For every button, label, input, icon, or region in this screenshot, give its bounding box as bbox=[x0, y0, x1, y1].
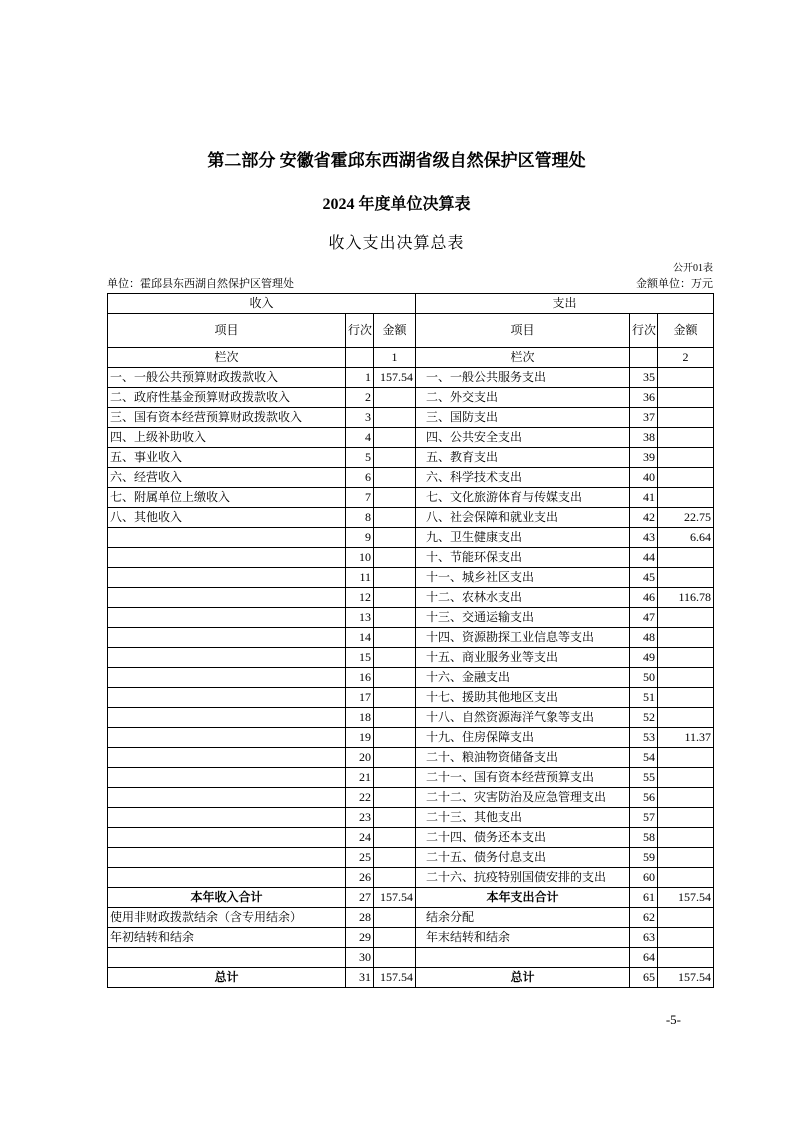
income-item-cell bbox=[108, 728, 346, 748]
expense-amount-cell bbox=[658, 568, 714, 588]
income-amount-cell bbox=[374, 608, 416, 628]
income-rowno-cell: 24 bbox=[346, 828, 374, 848]
income-rowno-cell: 5 bbox=[346, 448, 374, 468]
expense-amount-cell bbox=[658, 468, 714, 488]
expense-item-cell: 十五、商业服务业等支出 bbox=[416, 648, 630, 668]
expense-item-cell: 结余分配 bbox=[416, 908, 630, 928]
unit-row bbox=[107, 277, 713, 291]
income-item-cell bbox=[108, 828, 346, 848]
expense-rowno-cell: 61 bbox=[630, 888, 658, 908]
expense-rowno-cell: 57 bbox=[630, 808, 658, 828]
income-item-cell bbox=[108, 848, 346, 868]
expense-amount-cell: 6.64 bbox=[658, 528, 714, 548]
table-row bbox=[108, 508, 714, 528]
expense-amount-cell bbox=[658, 608, 714, 628]
expense-rowno-cell: 48 bbox=[630, 628, 658, 648]
table-row bbox=[108, 688, 714, 708]
expense-amount-cell bbox=[658, 688, 714, 708]
income-item-cell bbox=[108, 528, 346, 548]
income-item-cell bbox=[108, 588, 346, 608]
table-row bbox=[108, 948, 714, 968]
income-amount-cell bbox=[374, 528, 416, 548]
report-title: 2024 年度单位决算表 bbox=[322, 196, 471, 213]
table-row bbox=[108, 728, 714, 748]
income-rowno-cell: 19 bbox=[346, 728, 374, 748]
income-item-cell: 八、其他收入 bbox=[108, 508, 346, 528]
expense-item-cell: 二十二、灾害防治及应急管理支出 bbox=[416, 788, 630, 808]
expense-item-cell: 二十六、抗疫特别国债安排的支出 bbox=[416, 868, 630, 888]
table-row bbox=[108, 408, 714, 428]
income-amount-cell bbox=[374, 668, 416, 688]
table-title: 收入支出决算总表 bbox=[328, 235, 465, 252]
income-amount-cell bbox=[374, 648, 416, 668]
expense-rowno-cell: 56 bbox=[630, 788, 658, 808]
income-item-cell: 二、政府性基金预算财政拨款收入 bbox=[108, 388, 346, 408]
expense-rowno-cell: 38 bbox=[630, 428, 658, 448]
income-rowno-cell: 8 bbox=[346, 508, 374, 528]
expense-item-cell: 一、一般公共服务支出 bbox=[416, 368, 630, 388]
income-rowno-cell: 13 bbox=[346, 608, 374, 628]
income-amount-cell bbox=[374, 828, 416, 848]
income-rowno-cell: 20 bbox=[346, 748, 374, 768]
expense-amount-cell bbox=[658, 748, 714, 768]
expense-rowno-cell: 50 bbox=[630, 668, 658, 688]
expense-rowno-cell: 44 bbox=[630, 548, 658, 568]
expense-item-cell: 十八、自然资源海洋气象等支出 bbox=[416, 708, 630, 728]
page-number: -5- bbox=[665, 1012, 681, 1027]
income-item-cell bbox=[108, 788, 346, 808]
expense-rowno-cell: 58 bbox=[630, 828, 658, 848]
expense-rowno-cell: 54 bbox=[630, 748, 658, 768]
expense-amount-cell bbox=[658, 488, 714, 508]
expense-rowno-cell: 62 bbox=[630, 908, 658, 928]
expense-item-cell bbox=[416, 948, 630, 968]
expense-amount-cell bbox=[658, 848, 714, 868]
expense-amount-cell: 11.37 bbox=[658, 728, 714, 748]
income-item-cell bbox=[108, 948, 346, 968]
expense-item-cell: 七、文化旅游体育与传媒支出 bbox=[416, 488, 630, 508]
income-amount-cell bbox=[374, 688, 416, 708]
income-rowno-cell: 28 bbox=[346, 908, 374, 928]
expense-item-header: 项目 bbox=[416, 314, 630, 348]
expense-item-cell: 十、节能环保支出 bbox=[416, 548, 630, 568]
income-rowno-header: 行次 bbox=[346, 314, 374, 348]
table-row bbox=[108, 448, 714, 468]
table-row bbox=[108, 828, 714, 848]
income-amount-cell bbox=[374, 788, 416, 808]
expense-amount-cell bbox=[658, 388, 714, 408]
income-item-cell: 总计 bbox=[108, 968, 346, 988]
table-row bbox=[108, 588, 714, 608]
income-amount-cell bbox=[374, 768, 416, 788]
expense-item-cell: 二、外交支出 bbox=[416, 388, 630, 408]
expense-item-cell: 十九、住房保障支出 bbox=[416, 728, 630, 748]
expense-item-cell: 十二、农林水支出 bbox=[416, 588, 630, 608]
section-title: 第二部分 安徽省霍邱东西湖省级自然保护区管理处 bbox=[207, 151, 586, 170]
expense-amount-cell bbox=[658, 788, 714, 808]
income-item-cell: 使用非财政拨款结余（含专用结余） bbox=[108, 908, 346, 928]
income-item-cell bbox=[108, 648, 346, 668]
income-item-cell bbox=[108, 628, 346, 648]
expense-item-cell: 九、卫生健康支出 bbox=[416, 528, 630, 548]
expense-amount-cell: 157.54 bbox=[658, 888, 714, 908]
expense-colindex-value: 2 bbox=[658, 348, 714, 368]
income-rowno-cell: 18 bbox=[346, 708, 374, 728]
column-index-row bbox=[108, 348, 714, 368]
income-item-cell: 年初结转和结余 bbox=[108, 928, 346, 948]
amount-unit-label: 金额单位：万元 bbox=[636, 278, 713, 290]
table-row bbox=[108, 788, 714, 808]
expense-item-cell: 十四、资源勘探工业信息等支出 bbox=[416, 628, 630, 648]
expense-rowno-cell: 37 bbox=[630, 408, 658, 428]
table-row bbox=[108, 708, 714, 728]
income-amount-header: 金额 bbox=[374, 314, 416, 348]
income-amount-cell: 157.54 bbox=[374, 968, 416, 988]
income-rowno-cell: 10 bbox=[346, 548, 374, 568]
unit-label: 单位：霍邱县东西湖自然保护区管理处 bbox=[107, 278, 294, 290]
expense-item-cell: 二十三、其他支出 bbox=[416, 808, 630, 828]
income-item-cell: 五、事业收入 bbox=[108, 448, 346, 468]
expense-rowno-cell: 42 bbox=[630, 508, 658, 528]
expense-rowno-cell: 43 bbox=[630, 528, 658, 548]
income-amount-cell bbox=[374, 628, 416, 648]
income-amount-cell bbox=[374, 568, 416, 588]
expense-amount-cell bbox=[658, 548, 714, 568]
income-item-cell: 三、国有资本经营预算财政拨款收入 bbox=[108, 408, 346, 428]
expense-rowno-cell: 45 bbox=[630, 568, 658, 588]
expense-rowno-cell: 40 bbox=[630, 468, 658, 488]
expense-item-cell: 五、教育支出 bbox=[416, 448, 630, 468]
table-row bbox=[108, 388, 714, 408]
expense-amount-cell bbox=[658, 928, 714, 948]
income-amount-cell bbox=[374, 508, 416, 528]
income-rowno-cell: 12 bbox=[346, 588, 374, 608]
expense-amount-cell bbox=[658, 648, 714, 668]
summary-table bbox=[107, 293, 714, 988]
expense-item-cell: 十七、援助其他地区支出 bbox=[416, 688, 630, 708]
expense-section-header: 支出 bbox=[416, 294, 714, 314]
income-rowno-cell: 23 bbox=[346, 808, 374, 828]
expense-amount-cell bbox=[658, 428, 714, 448]
table-row bbox=[108, 428, 714, 448]
income-amount-cell bbox=[374, 928, 416, 948]
table-row bbox=[108, 868, 714, 888]
expense-rowno-cell: 36 bbox=[630, 388, 658, 408]
expense-amount-cell bbox=[658, 808, 714, 828]
income-amount-cell bbox=[374, 728, 416, 748]
table-row bbox=[108, 548, 714, 568]
income-amount-cell: 157.54 bbox=[374, 368, 416, 388]
expense-item-cell: 八、社会保障和就业支出 bbox=[416, 508, 630, 528]
table-row bbox=[108, 748, 714, 768]
income-item-cell bbox=[108, 748, 346, 768]
expense-rowno-cell: 53 bbox=[630, 728, 658, 748]
expense-amount-cell bbox=[658, 368, 714, 388]
income-amount-cell bbox=[374, 408, 416, 428]
expense-rowno-cell: 52 bbox=[630, 708, 658, 728]
income-item-cell: 本年收入合计 bbox=[108, 888, 346, 908]
expense-colindex-blank bbox=[630, 348, 658, 368]
expense-rowno-cell: 46 bbox=[630, 588, 658, 608]
income-rowno-cell: 30 bbox=[346, 948, 374, 968]
income-item-cell bbox=[108, 868, 346, 888]
expense-rowno-cell: 39 bbox=[630, 448, 658, 468]
income-amount-cell bbox=[374, 748, 416, 768]
expense-amount-cell: 116.78 bbox=[658, 588, 714, 608]
table-row bbox=[108, 668, 714, 688]
expense-rowno-cell: 60 bbox=[630, 868, 658, 888]
income-rowno-cell: 25 bbox=[346, 848, 374, 868]
expense-item-cell: 十三、交通运输支出 bbox=[416, 608, 630, 628]
table-row bbox=[108, 908, 714, 928]
income-amount-cell bbox=[374, 868, 416, 888]
expense-rowno-cell: 49 bbox=[630, 648, 658, 668]
expense-rowno-cell: 51 bbox=[630, 688, 658, 708]
expense-item-cell: 二十四、债务还本支出 bbox=[416, 828, 630, 848]
table-row bbox=[108, 968, 714, 988]
title-block bbox=[0, 0, 793, 253]
income-rowno-cell: 7 bbox=[346, 488, 374, 508]
expense-amount-cell bbox=[658, 828, 714, 848]
table-row bbox=[108, 648, 714, 668]
income-rowno-cell: 27 bbox=[346, 888, 374, 908]
income-item-header: 项目 bbox=[108, 314, 346, 348]
expense-amount-cell bbox=[658, 908, 714, 928]
income-rowno-cell: 16 bbox=[346, 668, 374, 688]
expense-amount-cell bbox=[658, 768, 714, 788]
expense-rowno-cell: 63 bbox=[630, 928, 658, 948]
income-rowno-cell: 1 bbox=[346, 368, 374, 388]
income-rowno-cell: 17 bbox=[346, 688, 374, 708]
table-row bbox=[108, 528, 714, 548]
income-amount-cell bbox=[374, 468, 416, 488]
income-colindex-value: 1 bbox=[374, 348, 416, 368]
expense-item-cell: 十一、城乡社区支出 bbox=[416, 568, 630, 588]
table-row bbox=[108, 808, 714, 828]
income-amount-cell bbox=[374, 388, 416, 408]
expense-rowno-header: 行次 bbox=[630, 314, 658, 348]
income-rowno-cell: 9 bbox=[346, 528, 374, 548]
table-row bbox=[108, 568, 714, 588]
income-item-cell bbox=[108, 688, 346, 708]
income-section-header: 收入 bbox=[108, 294, 416, 314]
expense-amount-cell bbox=[658, 868, 714, 888]
income-amount-cell bbox=[374, 428, 416, 448]
income-colindex-blank bbox=[346, 348, 374, 368]
expense-item-cell: 三、国防支出 bbox=[416, 408, 630, 428]
table-row bbox=[108, 628, 714, 648]
expense-item-cell: 十六、金融支出 bbox=[416, 668, 630, 688]
column-header-row bbox=[108, 314, 714, 348]
expense-amount-cell bbox=[658, 708, 714, 728]
income-amount-cell bbox=[374, 948, 416, 968]
expense-item-cell: 二十一、国有资本经营预算支出 bbox=[416, 768, 630, 788]
expense-item-cell: 六、科学技术支出 bbox=[416, 468, 630, 488]
expense-item-cell: 总计 bbox=[416, 968, 630, 988]
income-colindex-label: 栏次 bbox=[108, 348, 346, 368]
expense-item-cell: 本年支出合计 bbox=[416, 888, 630, 908]
income-amount-cell bbox=[374, 448, 416, 468]
income-amount-cell bbox=[374, 548, 416, 568]
table-row bbox=[108, 848, 714, 868]
income-rowno-cell: 6 bbox=[346, 468, 374, 488]
income-item-cell bbox=[108, 808, 346, 828]
table-row bbox=[108, 768, 714, 788]
expense-rowno-cell: 47 bbox=[630, 608, 658, 628]
expense-amount-header: 金额 bbox=[658, 314, 714, 348]
income-rowno-cell: 4 bbox=[346, 428, 374, 448]
expense-amount-cell bbox=[658, 628, 714, 648]
income-item-cell bbox=[108, 548, 346, 568]
income-item-cell bbox=[108, 568, 346, 588]
table-row bbox=[108, 368, 714, 388]
income-amount-cell bbox=[374, 808, 416, 828]
income-rowno-cell: 22 bbox=[346, 788, 374, 808]
income-item-cell: 一、一般公共预算财政拨款收入 bbox=[108, 368, 346, 388]
income-rowno-cell: 14 bbox=[346, 628, 374, 648]
expense-rowno-cell: 65 bbox=[630, 968, 658, 988]
expense-rowno-cell: 41 bbox=[630, 488, 658, 508]
expense-rowno-cell: 55 bbox=[630, 768, 658, 788]
expense-amount-cell bbox=[658, 408, 714, 428]
income-rowno-cell: 11 bbox=[346, 568, 374, 588]
income-rowno-cell: 3 bbox=[346, 408, 374, 428]
expense-amount-cell bbox=[658, 668, 714, 688]
income-rowno-cell: 31 bbox=[346, 968, 374, 988]
income-item-cell bbox=[108, 668, 346, 688]
expense-item-cell: 年末结转和结余 bbox=[416, 928, 630, 948]
expense-item-cell: 二十、粮油物资储备支出 bbox=[416, 748, 630, 768]
income-item-cell: 七、附属单位上缴收入 bbox=[108, 488, 346, 508]
income-amount-cell bbox=[374, 848, 416, 868]
expense-amount-cell: 157.54 bbox=[658, 968, 714, 988]
income-item-cell bbox=[108, 708, 346, 728]
income-rowno-cell: 21 bbox=[346, 768, 374, 788]
income-amount-cell: 157.54 bbox=[374, 888, 416, 908]
expense-rowno-cell: 64 bbox=[630, 948, 658, 968]
section-header-row bbox=[108, 294, 714, 314]
income-amount-cell bbox=[374, 908, 416, 928]
table-row bbox=[108, 488, 714, 508]
expense-rowno-cell: 59 bbox=[630, 848, 658, 868]
expense-colindex-label: 栏次 bbox=[416, 348, 630, 368]
table-row bbox=[108, 468, 714, 488]
income-item-cell: 四、上级补助收入 bbox=[108, 428, 346, 448]
table-row bbox=[108, 928, 714, 948]
table-meta bbox=[107, 263, 713, 291]
income-rowno-cell: 2 bbox=[346, 388, 374, 408]
expense-amount-cell: 22.75 bbox=[658, 508, 714, 528]
expense-item-cell: 四、公共安全支出 bbox=[416, 428, 630, 448]
expense-amount-cell bbox=[658, 448, 714, 468]
income-item-cell bbox=[108, 608, 346, 628]
income-rowno-cell: 29 bbox=[346, 928, 374, 948]
table-row bbox=[108, 608, 714, 628]
expense-item-cell: 二十五、债务付息支出 bbox=[416, 848, 630, 868]
expense-amount-cell bbox=[658, 948, 714, 968]
income-amount-cell bbox=[374, 708, 416, 728]
income-amount-cell bbox=[374, 488, 416, 508]
income-rowno-cell: 15 bbox=[346, 648, 374, 668]
doc-label: 公开01表 bbox=[673, 263, 713, 274]
income-item-cell bbox=[108, 768, 346, 788]
income-rowno-cell: 26 bbox=[346, 868, 374, 888]
table-row bbox=[108, 888, 714, 908]
income-amount-cell bbox=[374, 588, 416, 608]
expense-rowno-cell: 35 bbox=[630, 368, 658, 388]
income-item-cell: 六、经营收入 bbox=[108, 468, 346, 488]
